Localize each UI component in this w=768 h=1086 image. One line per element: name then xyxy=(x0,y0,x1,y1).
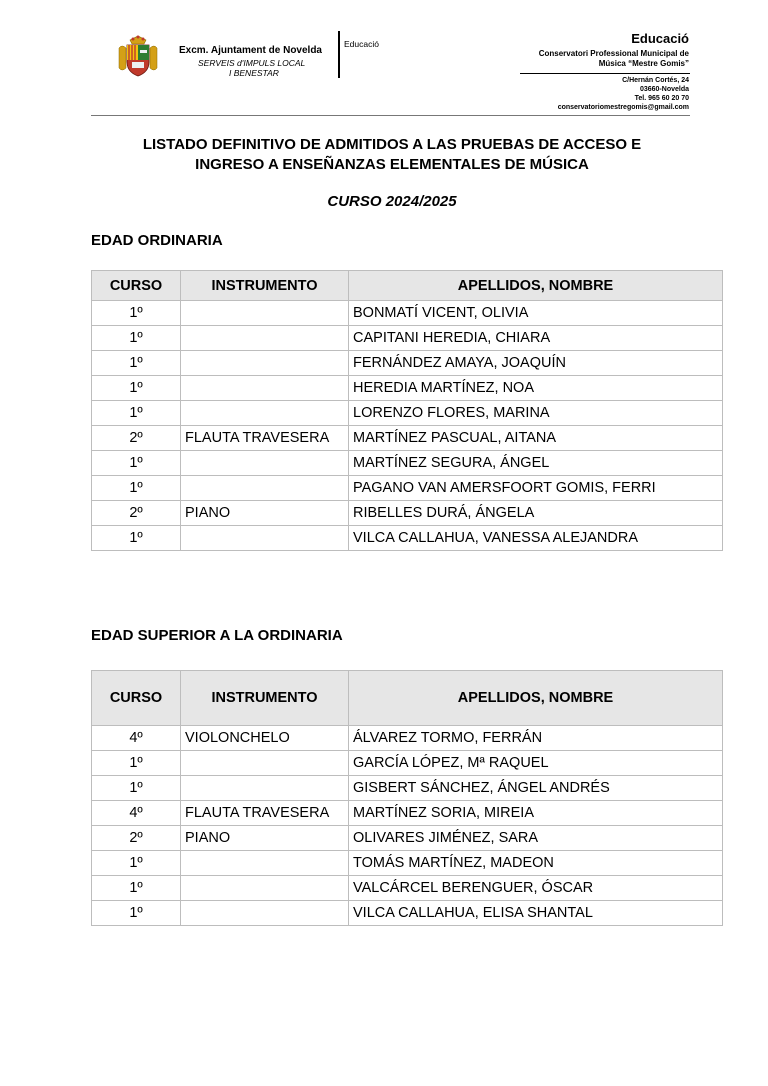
address-street: C/Hernán Cortés, 24 xyxy=(622,77,689,84)
cell-instrumento xyxy=(181,776,349,801)
column-header-curso: CURSO xyxy=(92,671,181,726)
document-title-line2: INGRESO A ENSEÑANZAS ELEMENTALES DE MÚSICA xyxy=(195,156,589,173)
cell-nombre: LORENZO FLORES, MARINA xyxy=(349,401,723,426)
header-separator xyxy=(91,115,690,116)
conservatori-name-line2: Música “Mestre Gomis” xyxy=(598,59,689,68)
cell-instrumento xyxy=(181,476,349,501)
cell-curso: 1º xyxy=(92,301,181,326)
section-title-edad-ordinaria: EDAD ORDINARIA xyxy=(91,232,223,249)
cell-curso: 4º xyxy=(92,726,181,751)
cell-instrumento: FLAUTA TRAVESERA xyxy=(181,801,349,826)
table-row xyxy=(92,901,723,926)
column-header-nombre: APELLIDOS, NOMBRE xyxy=(349,671,723,726)
cell-nombre: VALCÁRCEL BERENGUER, ÓSCAR xyxy=(349,876,723,901)
cell-nombre: BONMATÍ VICENT, OLIVIA xyxy=(349,301,723,326)
cell-curso: 1º xyxy=(92,401,181,426)
conservatori-name-line1: Conservatori Professional Municipal de xyxy=(538,49,689,58)
table-row xyxy=(92,351,723,376)
address-divider xyxy=(520,73,690,74)
column-header-instrumento: INSTRUMENTO xyxy=(181,671,349,726)
cell-instrumento xyxy=(181,326,349,351)
table-row xyxy=(92,851,723,876)
ajuntament-name: Excm. Ajuntament de Novelda xyxy=(179,45,322,56)
cell-curso: 1º xyxy=(92,351,181,376)
cell-nombre: VILCA CALLAHUA, VANESSA ALEJANDRA xyxy=(349,526,723,551)
table-row xyxy=(92,826,723,851)
table-header-row xyxy=(92,671,723,726)
cell-nombre: HEREDIA MARTÍNEZ, NOA xyxy=(349,376,723,401)
cell-nombre: RIBELLES DURÁ, ÁNGELA xyxy=(349,501,723,526)
cell-nombre: FERNÁNDEZ AMAYA, JOAQUÍN xyxy=(349,351,723,376)
cell-curso: 1º xyxy=(92,751,181,776)
column-header-nombre: APELLIDOS, NOMBRE xyxy=(349,271,723,301)
cell-instrumento: PIANO xyxy=(181,826,349,851)
table-row xyxy=(92,426,723,451)
table-row xyxy=(92,751,723,776)
cell-instrumento xyxy=(181,901,349,926)
table-row xyxy=(92,451,723,476)
cell-nombre: OLIVARES JIMÉNEZ, SARA xyxy=(349,826,723,851)
cell-nombre: TOMÁS MARTÍNEZ, MADEON xyxy=(349,851,723,876)
cell-nombre: GARCÍA LÓPEZ, Mª RAQUEL xyxy=(349,751,723,776)
cell-curso: 2º xyxy=(92,826,181,851)
column-header-curso: CURSO xyxy=(92,271,181,301)
header-divider xyxy=(338,31,340,78)
course-year: CURSO 2024/2025 xyxy=(327,193,457,210)
cell-instrumento xyxy=(181,751,349,776)
municipal-coat-of-arms-icon xyxy=(116,34,160,78)
table-row xyxy=(92,326,723,351)
address-email: conservatoriomestregomis@gmail.com xyxy=(557,104,689,111)
cell-instrumento xyxy=(181,526,349,551)
cell-curso: 1º xyxy=(92,476,181,501)
cell-curso: 1º xyxy=(92,851,181,876)
cell-nombre: GISBERT SÁNCHEZ, ÁNGEL ANDRÉS xyxy=(349,776,723,801)
cell-nombre: ÁLVAREZ TORMO, FERRÁN xyxy=(349,726,723,751)
table-row xyxy=(92,501,723,526)
cell-nombre: VILCA CALLAHUA, ELISA SHANTAL xyxy=(349,901,723,926)
table-row xyxy=(92,776,723,801)
cell-nombre: PAGANO VAN AMERSFOORT GOMIS, FERRI xyxy=(349,476,723,501)
table-row xyxy=(92,401,723,426)
cell-instrumento xyxy=(181,351,349,376)
cell-nombre: MARTÍNEZ SEGURA, ÁNGEL xyxy=(349,451,723,476)
table-row xyxy=(92,376,723,401)
cell-instrumento xyxy=(181,401,349,426)
cell-curso: 4º xyxy=(92,801,181,826)
address-phone: Tel. 965 60 20 70 xyxy=(634,95,689,102)
table-row xyxy=(92,301,723,326)
cell-instrumento xyxy=(181,876,349,901)
document-title-line1: LISTADO DEFINITIVO DE ADMITIDOS A LAS PRUEBAS DE ACCESO E xyxy=(142,136,642,153)
cell-nombre: MARTÍNEZ PASCUAL, AITANA xyxy=(349,426,723,451)
ajuntament-service-line1: SERVEIS d'IMPULS LOCAL xyxy=(198,58,306,68)
cell-nombre: MARTÍNEZ SORIA, MIREIA xyxy=(349,801,723,826)
cell-instrumento xyxy=(181,851,349,876)
ajuntament-service-line2: I BENESTAR xyxy=(229,68,279,78)
cell-curso: 2º xyxy=(92,501,181,526)
cell-curso: 1º xyxy=(92,776,181,801)
table-row xyxy=(92,476,723,501)
cell-instrumento: FLAUTA TRAVESERA xyxy=(181,426,349,451)
cell-instrumento xyxy=(181,301,349,326)
cell-curso: 1º xyxy=(92,526,181,551)
table-header-row xyxy=(92,271,723,301)
department-label: Educació xyxy=(344,39,379,49)
cell-instrumento: VIOLONCHELO xyxy=(181,726,349,751)
table-row xyxy=(92,726,723,751)
cell-instrumento xyxy=(181,451,349,476)
cell-curso: 1º xyxy=(92,326,181,351)
table-row xyxy=(92,876,723,901)
table-row xyxy=(92,526,723,551)
section-title-edad-superior: EDAD SUPERIOR A LA ORDINARIA xyxy=(91,627,343,644)
cell-curso: 1º xyxy=(92,901,181,926)
address-postcode: 03660-Novelda xyxy=(639,86,689,93)
column-header-instrumento: INSTRUMENTO xyxy=(181,271,349,301)
admitted-table-edad-superior xyxy=(91,670,723,926)
cell-curso: 1º xyxy=(92,876,181,901)
document-title xyxy=(91,135,693,175)
cell-nombre: CAPITANI HEREDIA, CHIARA xyxy=(349,326,723,351)
cell-curso: 1º xyxy=(92,376,181,401)
department-title: Educació xyxy=(631,31,689,46)
table-row xyxy=(92,801,723,826)
cell-curso: 1º xyxy=(92,451,181,476)
admitted-table-edad-ordinaria xyxy=(91,270,723,551)
cell-instrumento xyxy=(181,376,349,401)
cell-curso: 2º xyxy=(92,426,181,451)
cell-instrumento: PIANO xyxy=(181,501,349,526)
